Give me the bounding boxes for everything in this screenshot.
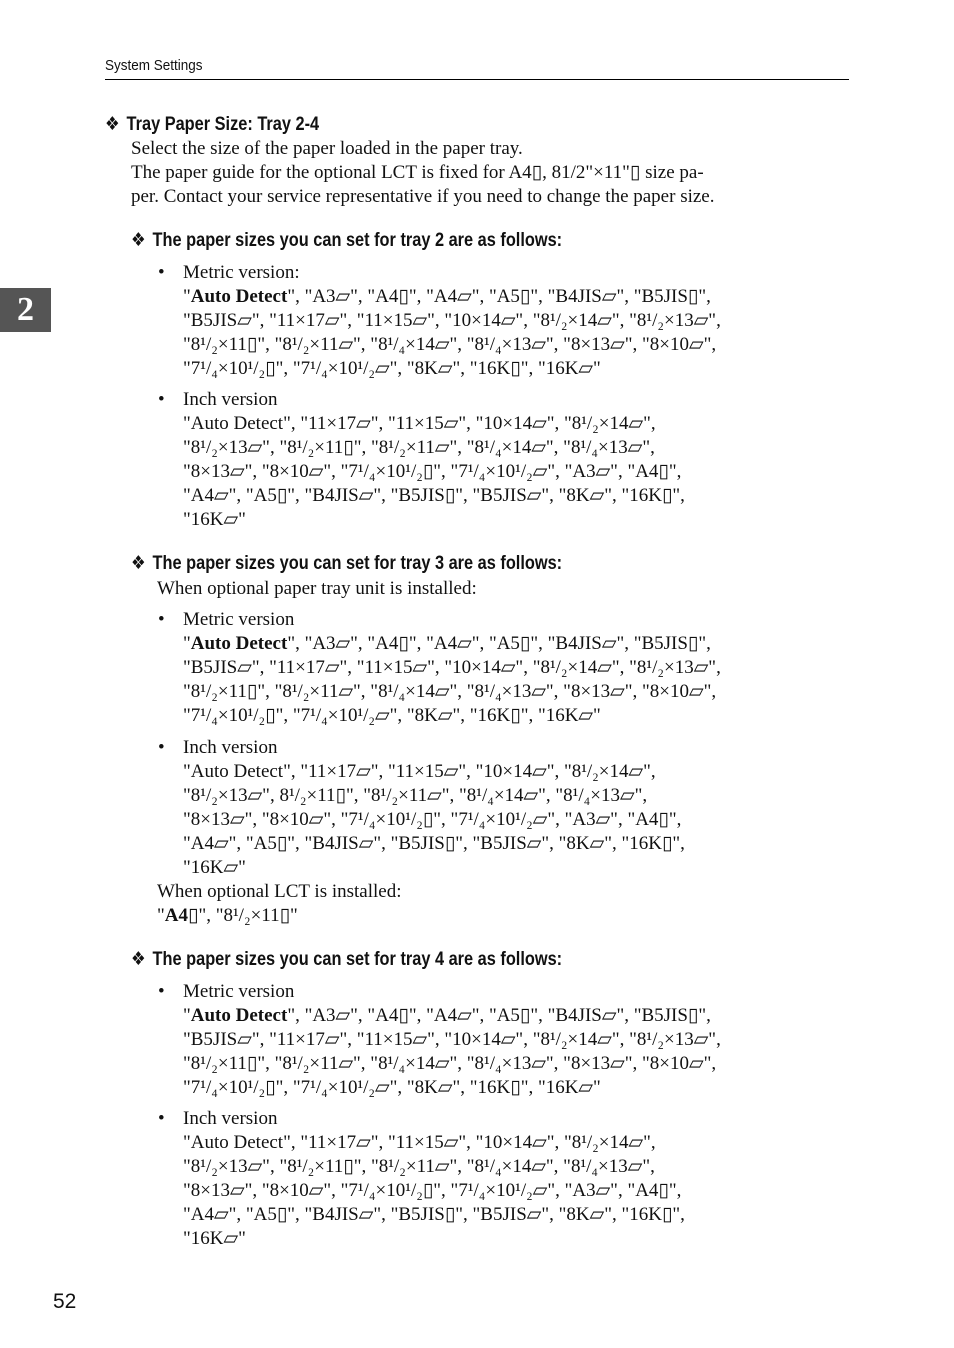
diamond-bullet-icon: ❖	[131, 949, 146, 970]
tray3-inch-line: "8¹/₂×13▱", 8¹/₂×11▯", "8¹/₂×11▱", "8¹/₄×14▱", "8¹/₄×13▱",	[183, 785, 648, 806]
tray4-inch-line: "8¹/₂×13▱", "8¹/₂×11▯", "8¹/₂×11▱", "8¹/₄×14▱", "8¹/₄×13▱",	[183, 1156, 655, 1177]
intro-line-1: Select the size of the paper loaded in the paper tray.	[131, 138, 523, 159]
chapter-tab: 2	[0, 288, 51, 332]
bullet-icon: •	[158, 737, 165, 758]
intro-line-2: The paper guide for the optional LCT is fixed for A4▯, 81/2"×11"▯ size pa-	[131, 162, 704, 183]
tray3-metric-line: "8¹/₂×11▯", "8¹/₂×11▱", "8¹/₄×14▱", "8¹/₄×13▱", "8×13▱", "8×10▱",	[183, 681, 717, 702]
tray4-metric-line: "7¹/₄×10¹/₂▯", "7¹/₄×10¹/₂▱", "8K▱", "16K▯", "16K▱"	[183, 1077, 601, 1098]
header-rule	[105, 79, 849, 80]
tray4-inch-line: "Auto Detect", "11×17▱", "11×15▱", "10×14▱", "8¹/₂×14▱",	[183, 1132, 656, 1153]
tray2-inch-line: "8¹/₂×13▱", "8¹/₂×11▯", "8¹/₂×11▱", "8¹/₄×14▱", "8¹/₄×13▱",	[183, 437, 655, 458]
tray3-inch-line: "A4▱", "A5▯", "B4JIS▱", "B5JIS▯", "B5JIS▱", "8K▱", "16K▯",	[183, 833, 685, 854]
tray2-metric-line: "Auto Detect", "A3▱", "A4▯", "A4▱", "A5▯", "B4JIS▱", "B5JIS▯",	[183, 286, 711, 307]
tray4-metric-line: "8¹/₂×11▯", "8¹/₂×11▱", "8¹/₄×14▱", "8¹/₄×13▱", "8×13▱", "8×10▱",	[183, 1053, 717, 1074]
page-number: 52	[53, 1290, 77, 1313]
diamond-bullet-icon: ❖	[131, 230, 146, 251]
tray3-metric-line: "7¹/₄×10¹/₂▯", "7¹/₄×10¹/₂▱", "8K▱", "16K▯", "16K▱"	[183, 705, 601, 726]
tray3-metric-line: "Auto Detect", "A3▱", "A4▯", "A4▱", "A5▯", "B4JIS▱", "B5JIS▯",	[183, 633, 711, 654]
tray2-inch-line: "A4▱", "A5▯", "B4JIS▱", "B5JIS▯", "B5JIS▱", "8K▱", "16K▯",	[183, 485, 685, 506]
tray2-inch-line: "8×13▱", "8×10▱", "7¹/₄×10¹/₂▯", "7¹/₄×10¹/₂▱", "A3▱", "A4▯",	[183, 461, 682, 482]
tray3-lct-note: When optional LCT is installed:	[157, 881, 402, 902]
tray3-metric-line: "B5JIS▱", "11×17▱", "11×15▱", "10×14▱", "8¹/₂×14▱", "8¹/₂×13▱",	[183, 657, 721, 678]
tray4-metric-label: Metric version	[183, 981, 295, 1002]
tray3-inch-line: "16K▱"	[183, 857, 246, 878]
tray2-inch-line: "16K▱"	[183, 509, 246, 530]
tray4-inch-line: "A4▱", "A5▯", "B4JIS▱", "B5JIS▯", "B5JIS▱", "8K▱", "16K▯",	[183, 1204, 685, 1225]
tray2-metric-line: "8¹/₂×11▯", "8¹/₂×11▱", "8¹/₄×14▱", "8¹/₄×13▱", "8×13▱", "8×10▱",	[183, 334, 717, 355]
tray2-metric-label: Metric version:	[183, 262, 300, 283]
tray3-lct-line: "A4▯", "8¹/₂×11▯"	[157, 905, 298, 926]
tray2-metric-line: "B5JIS▱", "11×17▱", "11×15▱", "10×14▱", "8¹/₂×14▱", "8¹/₂×13▱",	[183, 310, 721, 331]
tray3-metric-label: Metric version	[183, 609, 295, 630]
tray3-inch-label: Inch version	[183, 737, 278, 758]
tray2-metric-line: "7¹/₄×10¹/₂▯", "7¹/₄×10¹/₂▱", "8K▱", "16K▯", "16K▱"	[183, 358, 601, 379]
diamond-bullet-icon: ❖	[105, 114, 120, 135]
tray4-metric-line: "B5JIS▱", "11×17▱", "11×15▱", "10×14▱", "8¹/₂×14▱", "8¹/₂×13▱",	[183, 1029, 721, 1050]
diamond-bullet-icon: ❖	[131, 553, 146, 574]
tray2-title: ❖ The paper sizes you can set for tray 2 are as follows:	[131, 230, 563, 251]
tray4-title: ❖ The paper sizes you can set for tray 4 are as follows:	[131, 949, 563, 970]
tray3-inch-line: "Auto Detect", "11×17▱", "11×15▱", "10×14▱", "8¹/₂×14▱",	[183, 761, 656, 782]
tray4-inch-line: "8×13▱", "8×10▱", "7¹/₄×10¹/₂▯", "7¹/₄×10¹/₂▱", "A3▱", "A4▯",	[183, 1180, 682, 1201]
bullet-icon: •	[158, 981, 165, 1002]
tray4-inch-label: Inch version	[183, 1108, 278, 1129]
bullet-icon: •	[158, 389, 165, 410]
bullet-icon: •	[158, 609, 165, 630]
bullet-icon: •	[158, 262, 165, 283]
tray4-inch-line: "16K▱"	[183, 1228, 246, 1249]
section-title: ❖ Tray Paper Size: Tray 2-4	[105, 114, 320, 135]
tray4-metric-line: "Auto Detect", "A3▱", "A4▯", "A4▱", "A5▯", "B4JIS▱", "B5JIS▯",	[183, 1005, 711, 1026]
intro-line-3: per. Contact your service representative if you need to change the paper size.	[131, 186, 715, 207]
tray2-inch-label: Inch version	[183, 389, 278, 410]
tray3-inch-line: "8×13▱", "8×10▱", "7¹/₄×10¹/₂▯", "7¹/₄×10¹/₂▱", "A3▱", "A4▯",	[183, 809, 682, 830]
running-header: System Settings	[105, 57, 203, 74]
tray3-title: ❖ The paper sizes you can set for tray 3 are as follows:	[131, 553, 563, 574]
tray2-inch-line: "Auto Detect", "11×17▱", "11×15▱", "10×14▱", "8¹/₂×14▱",	[183, 413, 656, 434]
tray3-note: When optional paper tray unit is installed:	[157, 578, 477, 599]
bullet-icon: •	[158, 1108, 165, 1129]
